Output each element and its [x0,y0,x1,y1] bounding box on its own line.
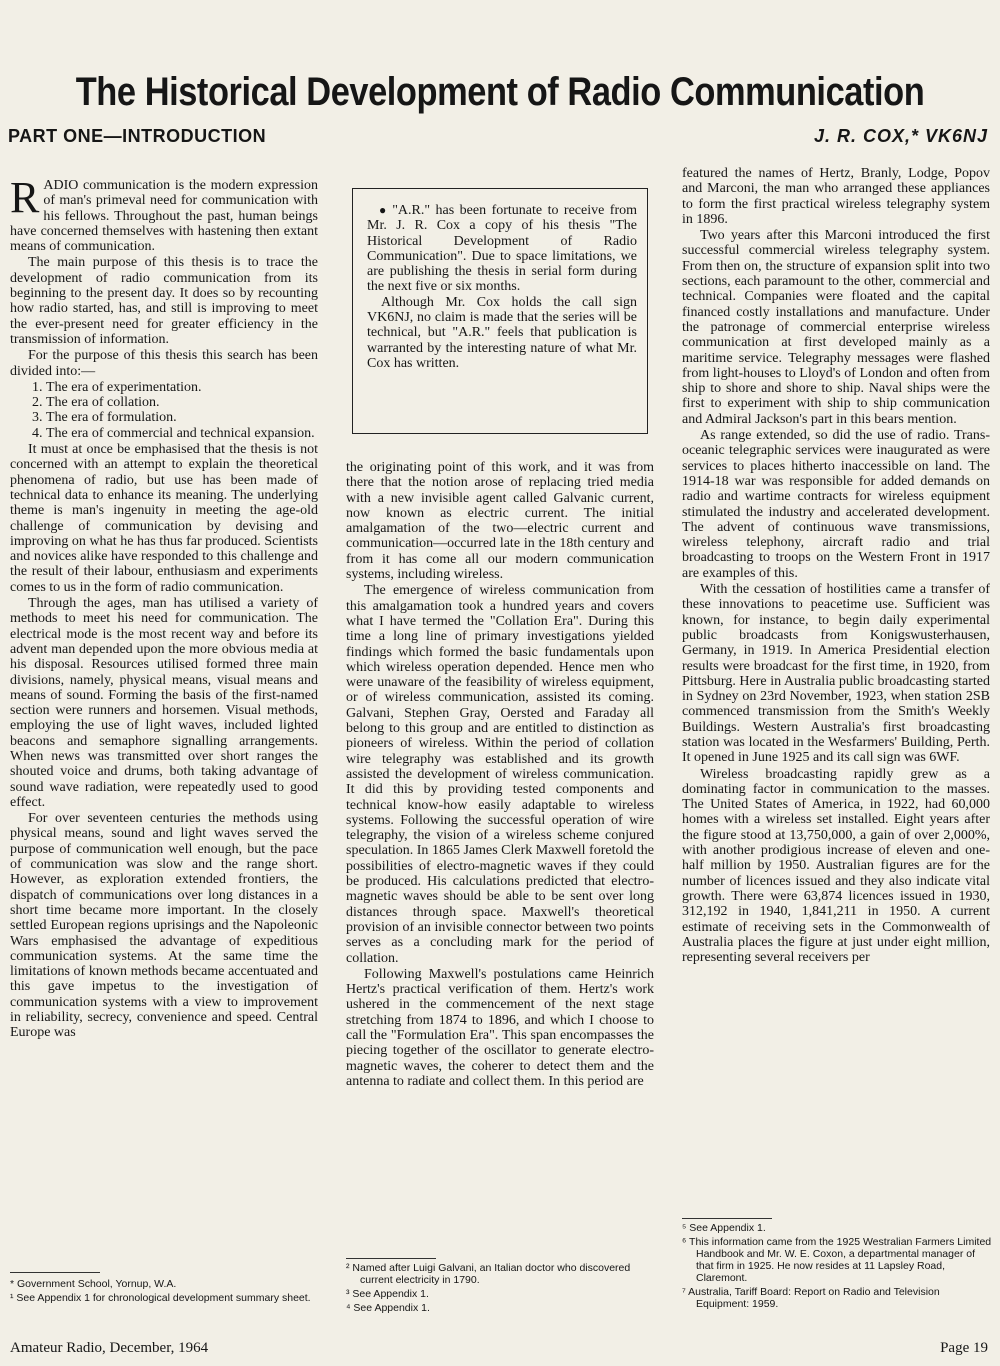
paragraph: Wireless broadcasting rapidly grew as a dominating factor in communication to the masses. The United States of America, in 1922, had 60,000 homes with a wireless set installed. Eight years after the figure stood at 13,750,000, a gain of over 2,000%, with another prodigious increase of eleven and one-half million by 1950. Australian figures are for the number of licences issued and they also indicate vital growth. There were 63,874 licences issued in 1930, 312,192 in 1940, 1,841,211 in 1950. A current estimate of receiving sets in the Commonwealth of Australia places the figure at just under eight million, representing several receivers per [682,766,990,966]
paragraph: With the cessation of hostilities came a transfer of these innovations to peacetime use. Sufficient was known, for instance, to begin daily experimental public broadcasts from Konigswusterhausen, Germany, in 1919. In America Presidential election results were broadcast for the first time, in 1920, from Pittsburg. Here in Australia public broadcasting started in Sydney on 23rd November, 1923, when station 2SB commenced transmission from the Smith's Weekly Buildings. Western Australia's first broadcasting station was located in the Wesfarmers' Building, Perth. It opened in June 1925 and its call sign was 6WF. [682,582,990,766]
paragraph: For the purpose of this thesis this search has been divided into:— [10,348,318,379]
footnote: ⁶ This information came from the 1925 Westralian Farmers Limited Handbook and Mr. W. E. Coxon, a departmental manager of that firm in 1925. He now resides at 11 Lapsley Road, Claremont. [682,1236,992,1284]
paragraph: As range extended, so did the use of radio. Trans-oceanic telegraphic services were inaugurated as were services to places hitherto inaccessible on land. The 1914-18 war was responsible for added demands on radio and wartime contracts for wireless equipment stimulated the industry and accelerated development. The advent of continuous wave transmissions, wireless telephony, aircraft radio and trial broadcasting to troops on the Western Front in 1917 are examples of this. [682,428,990,581]
footnote: * Government School, Yornup, W.A. [10,1278,177,1290]
footnote: ³ See Appendix 1. [346,1288,429,1300]
drop-cap: R [10,178,40,222]
footnote: ⁵ See Appendix 1. [682,1222,766,1234]
footnote-divider [346,1258,436,1259]
list-item: 4. The era of commercial and technical expansion. [46,426,318,441]
paragraph: Two years after this Marconi introduced the first successful commercial wireless telegraphy system. From then on, the structure of expansion split into two sections, each paramount to the other, commercial and technical. Companies were floated and the capital financed costly installations and manufacture. Under the patronage of commercial enterprise wireless communication at first developed mainly as a maritime service. Telegraphy messages were flashed from light-houses to Lloyd's of London and often from ship to shore and shore to ship. Naval ships were the first to experiment with ship to ship communication and Admiral Jackson's part in this bears mention. [682,228,990,427]
intro-paragraph: RADIO communication is the modern expression of man's primeval need for communication with his fellows. Throughout the past, human beings have concerned themselves with hastening then extant means of communication. [10,178,318,255]
paragraph: Through the ages, man has utilised a variety of methods to meet his need for communication. The electrical mode is the most recent way and before its advent man depended upon the more obvious media at his disposal. Resources utilised formed three main divisions, namely, physical means, visual means and means of sound. Forming the basis of the first-named section were runners and horsemen. Visual methods, employing the use of light waves, included lighted beacons and semaphore signalling arrangements. When news was transmitted over short ranges the shouted voice and drums, both taking advantage of sound wave radiation, were repeatedly used to good effect. [10,596,318,810]
page-number: Page 19 [940,1340,988,1356]
editor-note-paragraph: ● "A.R." has been fortunate to receive from Mr. J. R. Cox a copy of his thesis "The Historical Development of Radio Communication". Due to space limitations, we are publishing the thesis in serial form during the next five or six months. [367,203,638,295]
paragraph: It must at once be emphasised that the thesis is not concerned with an attempt to explain the theoretical phenomena of radio, but use has been made of technical data to enhance its meaning. The underlying theme is man's ingenuity in meeting the age-old challenge of communication by devising and improving on what he has thus far produced. Scientists and novices alike have responded to this challenge and the result of their labour, enthusiasm and experiments comes to us in the form of radio communication. [10,442,318,595]
footnote: ² Named after Luigi Galvani, an Italian doctor who discovered current electricity in 1790. [346,1262,631,1286]
footnote: ⁴ See Appendix 1. [346,1302,430,1314]
paragraph: the originating point of this work, and it was from there that the notion arose of replacing tried media with a new invisible agent called Galvanic current, now known as electric current. The initial amalgamation of the two—electric current and communication—occurred late in the 18th century and from it has come all our modern communication systems, including wireless. [346,460,654,583]
publication-footer: Amateur Radio, December, 1964 [10,1340,209,1356]
footnotes-column-1 [10,1278,320,1306]
column-3 [682,166,990,1258]
paragraph: The main purpose of this thesis is to trace the development of radio communication from its beginning to the present day. It does so by recounting how radio started, has, and still is improving to meet the ever-present need for greater efficiency in the transmission of information. [10,255,318,347]
footnote: ¹ See Appendix 1 for chronological development summary sheet. [10,1292,311,1304]
paragraph: For over seventeen centuries the methods using physical means, sound and light waves served the purpose of communication well enough, but the pace of communication was slow and the range short. However, as exploration extended frontiers, the dispatch of communications over long distances in a short time became more important. In the closely settled European regions uprisings and the Napoleonic Wars emphasised the advantage of expeditious communication systems. At the same time the limitations of known methods became accentuated and this gave impetus to the investigation of communication systems with a view to improvement in reliability, secrecy, convenience and speed. Central Europe was [10,811,318,1041]
list-item: 2. The era of collation. [46,395,318,410]
footnote: ⁷ Australia, Tariff Board: Report on Radio and Television Equipment: 1959. [682,1286,940,1310]
editor-note-paragraph: Although Mr. Cox holds the call sign VK6NJ, no claim is made that the series will be technical, but "A.R." feels that publication is warranted by the interesting nature of what Mr. Cox has written. [367,294,637,371]
editor-note-box [352,188,648,434]
footnotes-column-2 [346,1262,656,1316]
article-title: The Historical Development of Radio Communication [75,70,925,114]
list-item: 3. The era of formulation. [46,410,318,425]
column-1 [10,178,318,1258]
bullet-icon: ● [379,203,389,217]
author-byline: J. R. COX,* VK6NJ [813,126,988,146]
paragraph: The emergence of wireless communication from this amalgamation took a hundred years and covers what I have termed the "Collation Era". During this time a long line of primary investigations yielded findings which formed the basic fundamentals upon which wireless operation depended. Hence men who were unaware of the feasibility of wireless equipment, or of wireless communication, assisted its coming. Galvani, Stephen Gray, Oersted and Faraday all belong to this group and are entitled to distinction as pioneers of wireless. Within the period of collation wire telegraphy was established and its growth assisted the development of wireless communication. It did this by providing tested components and technical know-how easily adaptable to wireless systems. Following the successful operation of wire telegraphy, the vision of a wireless scheme conjured speculation. In 1865 James Clerk Maxwell foretold the possibilities of electro-magnetic waves if they could be produced. His calculations predicted that electro-magnetic waves should be able to be sent over long distances through space. Maxwell's theoretical provision of an invisible connector between two points serves as a concluding mark for the period of collation. [346,583,654,966]
part-heading: PART ONE—INTRODUCTION [8,126,267,146]
footnote-divider [682,1218,772,1219]
paragraph: featured the names of Hertz, Branly, Lodge, Popov and Marconi, the man who arranged these appliances to form the first practical wireless telegraphy system in 1896. [682,166,990,227]
footnotes-column-3 [682,1222,992,1312]
column-2 [346,460,654,1258]
list-item: 1. The era of experimentation. [46,380,318,395]
footnote-divider [10,1272,100,1273]
paragraph: Following Maxwell's postulations came Heinrich Hertz's practical verification of them. Hertz's work ushered in the commencement of the next stage stretching from 1874 to 1896, and which I choose to call the "Formulation Era". This span encompasses the piecing together of the oscillator to generate electro-magnetic waves, the coherer to detect them and the antenna to radiate and collect them. In this period are [346,966,654,1089]
eras-list [10,380,318,441]
